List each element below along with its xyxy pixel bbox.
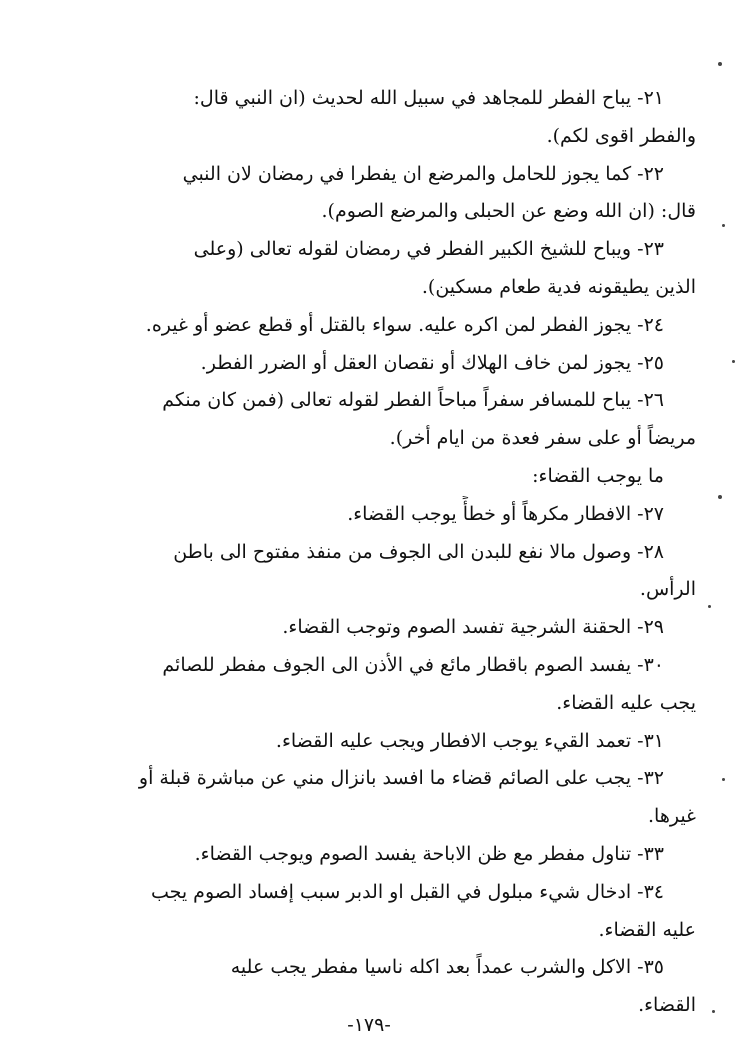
scan-speck [722,224,725,227]
text-line: قال: (ان الله وضع عن الحبلى والمرضع الصوم). [321,200,696,223]
text-line: غيرها. [647,805,696,828]
text-line: ٣٥- الاكل والشرب عمداً بعد اكله ناسيا مفطر يجب عليه [230,956,664,979]
scan-speck [722,778,725,781]
scan-speck [708,605,711,608]
text-line: ٢٧- الافطار مكرهاً أو خطأً يوجب القضاء. [347,502,664,525]
text-line: ٣٤- ادخال شيء مبلول في القبل او الدبر سبب إفساد الصوم يجب [150,880,664,903]
scan-speck [718,495,722,499]
text-line: والفطر اقوى لكم). [546,124,696,147]
text-line: الرأس. [639,578,696,601]
page-number: -١٧٩- [347,1014,391,1036]
text-line: ٣١- تعمد القيء يوجب الافطار ويجب عليه القضاء. [275,729,664,752]
text-line: ٢٢- كما يجوز للحامل والمرضع ان يفطرا في رمضان لان النبي [182,162,664,185]
text-line: ٣٠- يفسد الصوم باقطار مائع في الأذن الى الجوف مفطر للصائم [162,653,664,676]
text-line: ٢٩- الحقنة الشرجية تفسد الصوم وتوجب القضاء. [282,616,664,639]
text-line: عليه القضاء. [598,918,696,941]
scan-speck [732,360,735,363]
text-line: ٣٣- تناول مفطر مع ظن الاباحة يفسد الصوم ويوجب القضاء. [194,842,664,865]
text-line: ما يوجب القضاء: [532,464,664,487]
text-line: مريضاً أو على سفر فعدة من ايام أخر). [389,427,696,450]
text-line: يجب عليه القضاء. [556,691,696,714]
scan-speck [718,62,722,66]
scan-speck [712,1010,715,1013]
text-line: ٣٢- يجب على الصائم قضاء ما افسد بانزال مني عن مباشرة قبلة أو [138,767,664,790]
text-line: ٢٥- يجوز لمن خاف الهلاك أو نقصان العقل أو الضرر الفطر. [200,351,664,374]
text-line: ٢٣- ويباح للشيخ الكبير الفطر في رمضان لقوله تعالى (وعلى [193,238,664,261]
body-text [98,80,696,1025]
text-line: ٢٨- وصول مالا نفع للبدن الى الجوف من منفذ مفتوح الى باطن [173,540,664,563]
text-line: ٢٦- يباح للمسافر سفراً مباحاً الفطر لقوله تعالى (فمن كان منكم [162,389,664,412]
text-line: القضاء. [638,994,696,1017]
text-line: الذين يطيقونه فدية طعام مسكين). [421,275,696,298]
text-line: ٢١- يباح الفطر للمجاهد في سبيل الله لحديث (ان النبي قال: [193,87,664,109]
text-line: ٢٤- يجوز الفطر لمن اكره عليه. سواء بالقتل أو قطع عضو أو غيره. [145,313,664,336]
